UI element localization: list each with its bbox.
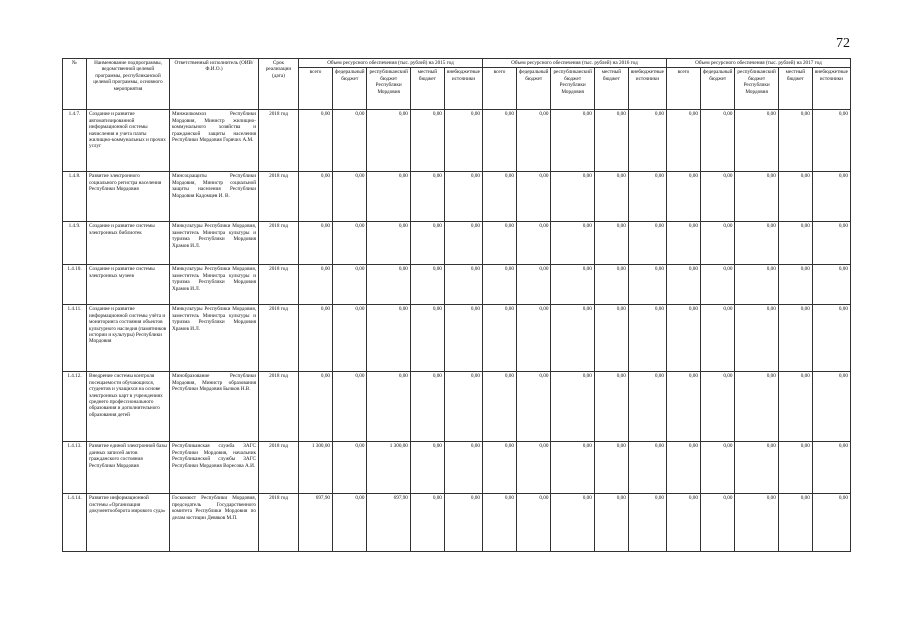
header-no: № (63, 59, 87, 110)
amount-cell: 0,00 (735, 494, 778, 552)
row-number: 1.4.14. (63, 494, 87, 552)
activity-name: Развитие информационной системы «Организация документооборота мирового суда» (87, 494, 170, 552)
implementation-term: 2018 год (259, 222, 299, 265)
implementation-term: 2018 год (259, 305, 299, 372)
amount-cell: 0,00 (551, 442, 594, 494)
amount-cell: 0,00 (551, 110, 594, 172)
header-2016: Объем ресурсного обеспечения (тыс. рублей) на 2016 год (482, 59, 666, 68)
amount-cell: 0,00 (666, 110, 700, 172)
amount-cell: 0,00 (735, 442, 778, 494)
amount-cell: 0,00 (628, 305, 666, 372)
header-2017: Объем ресурсного обеспечения (тыс. рублей) на 2017 год (666, 59, 850, 68)
implementation-term: 2018 год (259, 494, 299, 552)
amount-cell: 0,00 (482, 305, 516, 372)
amount-cell: 0,00 (333, 494, 367, 552)
amount-cell: 0,00 (367, 305, 410, 372)
amount-cell: 0,00 (778, 305, 812, 372)
amount-cell: 0,00 (299, 305, 333, 372)
amount-cell: 0,00 (516, 442, 550, 494)
amount-cell: 0,00 (812, 372, 850, 442)
table-row (63, 265, 851, 305)
amount-cell: 0,00 (516, 222, 550, 265)
amount-cell: 0,00 (778, 172, 812, 222)
amount-cell: 0,00 (444, 494, 482, 552)
amount-cell: 0,00 (516, 494, 550, 552)
amount-cell: 0,00 (444, 265, 482, 305)
amount-cell: 0,00 (594, 305, 628, 372)
activity-name: Развитие единой электронной базы данных записей актов гражданского состояния Республики Мордовия (87, 442, 170, 494)
sub-total: всего (299, 68, 333, 110)
table-row (63, 372, 851, 442)
amount-cell: 0,00 (333, 222, 367, 265)
responsible-executor: Минкультуры Республики Мордовия, заместитель Министра культуры и туризма Республики Мордовия Храмов И.Л. (170, 305, 259, 372)
amount-cell: 0,00 (812, 110, 850, 172)
amount-cell: 0,00 (482, 172, 516, 222)
amount-cell: 0,00 (735, 110, 778, 172)
implementation-term: 2018 год (259, 265, 299, 305)
amount-cell: 0,00 (700, 222, 734, 265)
amount-cell: 0,00 (812, 222, 850, 265)
table-row (63, 442, 851, 494)
amount-cell: 0,00 (551, 372, 594, 442)
row-number: 1.4.12. (63, 372, 87, 442)
amount-cell: 0,00 (551, 494, 594, 552)
activity-name: Внедрение системы контроля посещаемости обучающихся, студентов и учащихся на основе электронных карт в учреждениях среднего профессионального образования и дополнительного образования детей (87, 372, 170, 442)
sub-federal: федеральный бюджет (516, 68, 550, 110)
responsible-executor: Минжилкомхоз Республики Мордовия, Министр жилищно-коммунального хозяйства и гражданской защиты населения Республики Мордовия Горячих А.М. (170, 110, 259, 172)
amount-cell: 0,00 (735, 172, 778, 222)
amount-cell: 0,00 (628, 494, 666, 552)
amount-cell: 0,00 (482, 494, 516, 552)
amount-cell: 0,00 (551, 305, 594, 372)
amount-cell: 0,00 (444, 172, 482, 222)
row-number: 1.4.13. (63, 442, 87, 494)
amount-cell: 0,00 (666, 265, 700, 305)
amount-cell: 1 300,00 (367, 442, 410, 494)
amount-cell: 0,00 (812, 442, 850, 494)
amount-cell: 0,00 (299, 110, 333, 172)
responsible-executor: Минсоцзащиты Республики Мордовия, Министр социальной защиты населения Республики Мордовия Кадомцев И. В. (170, 172, 259, 222)
amount-cell: 0,00 (333, 372, 367, 442)
amount-cell: 0,00 (410, 110, 444, 172)
header-term: Срок реализации (дата) (259, 59, 299, 110)
implementation-term: 2018 год (259, 110, 299, 172)
amount-cell: 0,00 (700, 372, 734, 442)
row-number: 1.4.10. (63, 265, 87, 305)
amount-cell: 0,00 (551, 222, 594, 265)
amount-cell: 0,00 (628, 442, 666, 494)
amount-cell: 0,00 (551, 172, 594, 222)
table-row (63, 494, 851, 552)
amount-cell: 0,00 (666, 222, 700, 265)
amount-cell: 0,00 (367, 172, 410, 222)
activity-name: Создание и развитие системы электронных музеев (87, 265, 170, 305)
sub-republic: республиканский бюджет Республики Мордовия (735, 68, 778, 110)
amount-cell: 0,00 (410, 442, 444, 494)
amount-cell: 0,00 (778, 265, 812, 305)
header-2015: Объем ресурсного обеспечения (тыс. рублей) на 2015 год (299, 59, 483, 68)
amount-cell: 0,00 (594, 442, 628, 494)
activity-name: Развитие электронного социального регистра населения Республики Мордовия (87, 172, 170, 222)
amount-cell: 0,00 (812, 305, 850, 372)
amount-cell: 0,00 (367, 265, 410, 305)
amount-cell: 0,00 (594, 265, 628, 305)
responsible-executor: Минкультуры Республики Мордовия, заместитель Министра культуры и туризма Республики Мордовия Храмов И.Л. (170, 222, 259, 265)
amount-cell: 0,00 (666, 442, 700, 494)
amount-cell: 0,00 (666, 372, 700, 442)
responsible-executor: Минкультуры Республики Мордовия, заместитель Министра культуры и туризма Республики Мордовия Храмов И.Л. (170, 265, 259, 305)
table-row (63, 222, 851, 265)
amount-cell: 0,00 (333, 305, 367, 372)
sub-total: всего (482, 68, 516, 110)
amount-cell: 0,00 (444, 110, 482, 172)
amount-cell: 0,00 (299, 372, 333, 442)
amount-cell: 0,00 (410, 172, 444, 222)
amount-cell: 0,00 (778, 494, 812, 552)
amount-cell: 0,00 (700, 305, 734, 372)
amount-cell: 0,00 (482, 265, 516, 305)
row-number: 1.4.8. (63, 172, 87, 222)
amount-cell: 0,00 (700, 110, 734, 172)
amount-cell: 0,00 (516, 110, 550, 172)
amount-cell: 0,00 (778, 110, 812, 172)
sub-federal: федеральный бюджет (700, 68, 734, 110)
sub-offbudget: внебюджетные источники (628, 68, 666, 110)
amount-cell: 0,00 (628, 110, 666, 172)
amount-cell: 0,00 (628, 222, 666, 265)
amount-cell: 0,00 (666, 305, 700, 372)
sub-offbudget: внебюджетные источники (812, 68, 850, 110)
amount-cell: 0,00 (299, 222, 333, 265)
amount-cell: 0,00 (628, 372, 666, 442)
row-number: 1.4.11. (63, 305, 87, 372)
amount-cell: 0,00 (444, 442, 482, 494)
sub-total: всего (666, 68, 700, 110)
responsible-executor: Минобразование Республики Мордовия, Министр образования Республики Мордовия Бычков Н.В. (170, 372, 259, 442)
table-row (63, 305, 851, 372)
amount-cell: 0,00 (410, 265, 444, 305)
amount-cell: 0,00 (700, 265, 734, 305)
amount-cell: 0,00 (628, 265, 666, 305)
sub-republic: республиканский бюджет Республики Мордовия (367, 68, 410, 110)
activity-name: Создание и развитие автоматизированной информационной системы начисления и учета платы жилищно-коммунальных и прочих услуг (87, 110, 170, 172)
implementation-term: 2018 год (259, 372, 299, 442)
amount-cell: 0,00 (410, 372, 444, 442)
amount-cell: 0,00 (778, 222, 812, 265)
amount-cell: 0,00 (735, 222, 778, 265)
amount-cell: 0,00 (594, 172, 628, 222)
amount-cell: 0,00 (367, 110, 410, 172)
amount-cell: 0,00 (367, 222, 410, 265)
amount-cell: 0,00 (812, 494, 850, 552)
amount-cell: 0,00 (700, 442, 734, 494)
amount-cell: 0,00 (628, 172, 666, 222)
row-number: 1.4.9. (63, 222, 87, 265)
amount-cell: 0,00 (516, 172, 550, 222)
amount-cell: 0,00 (666, 172, 700, 222)
header-responsible: Ответственный исполнитель (ОИВ/Ф.И.О.) (170, 59, 259, 110)
implementation-term: 2018 год (259, 172, 299, 222)
amount-cell: 0,00 (516, 372, 550, 442)
responsible-executor: Госкомюст Республики Мордовия, председатель Государственного комитета Республики Мордовия по делам юстиции Девяков М.П. (170, 494, 259, 552)
amount-cell: 0,00 (735, 265, 778, 305)
amount-cell: 0,00 (551, 265, 594, 305)
amount-cell: 0,00 (333, 442, 367, 494)
amount-cell: 0,00 (367, 372, 410, 442)
table-row (63, 110, 851, 172)
activity-name: Создание и развитие системы электронных библиотек (87, 222, 170, 265)
amount-cell: 0,00 (444, 372, 482, 442)
amount-cell: 0,00 (778, 372, 812, 442)
amount-cell: 0,00 (299, 172, 333, 222)
row-number: 1.4.7. (63, 110, 87, 172)
sub-local: местный бюджет (410, 68, 444, 110)
amount-cell: 0,00 (812, 172, 850, 222)
amount-cell: 0,00 (700, 172, 734, 222)
amount-cell: 0,00 (778, 442, 812, 494)
sub-republic: республиканский бюджет Республики Мордовия (551, 68, 594, 110)
amount-cell: 0,00 (482, 110, 516, 172)
header-name: Наименование подпрограммы, ведомственной целевой программы, республиканской целевой программы, основного мероприятия (87, 59, 170, 110)
sub-local: местный бюджет (778, 68, 812, 110)
resource-table (62, 58, 851, 552)
amount-cell: 697,90 (299, 494, 333, 552)
amount-cell: 0,00 (482, 442, 516, 494)
amount-cell: 0,00 (410, 305, 444, 372)
sub-offbudget: внебюджетные источники (444, 68, 482, 110)
activity-name: Создание и развитие информационной системы учёта и мониторинга состояния объектов культурного наследия (памятников истории и культуры) Республики Мордовия (87, 305, 170, 372)
amount-cell: 1 300,00 (299, 442, 333, 494)
amount-cell: 0,00 (333, 265, 367, 305)
responsible-executor: Республиканская служба ЗАГС Республики Мордовия, начальник Республиканской службы ЗАГС Республики Мордовия Воресова А.И. (170, 442, 259, 494)
amount-cell: 0,00 (594, 372, 628, 442)
amount-cell: 0,00 (299, 265, 333, 305)
amount-cell: 0,00 (516, 265, 550, 305)
amount-cell: 0,00 (594, 494, 628, 552)
implementation-term: 2018 год (259, 442, 299, 494)
amount-cell: 0,00 (516, 305, 550, 372)
amount-cell: 0,00 (700, 494, 734, 552)
amount-cell: 0,00 (482, 372, 516, 442)
amount-cell: 0,00 (444, 222, 482, 265)
amount-cell: 0,00 (812, 265, 850, 305)
amount-cell: 0,00 (666, 494, 700, 552)
page-number: 72 (836, 36, 850, 51)
sub-local: местный бюджет (594, 68, 628, 110)
amount-cell: 0,00 (482, 222, 516, 265)
amount-cell: 697,90 (367, 494, 410, 552)
sub-federal: федеральный бюджет (333, 68, 367, 110)
amount-cell: 0,00 (333, 172, 367, 222)
amount-cell: 0,00 (594, 110, 628, 172)
amount-cell: 0,00 (735, 305, 778, 372)
amount-cell: 0,00 (444, 305, 482, 372)
amount-cell: 0,00 (594, 222, 628, 265)
amount-cell: 0,00 (410, 494, 444, 552)
amount-cell: 0,00 (735, 372, 778, 442)
amount-cell: 0,00 (333, 110, 367, 172)
table-row (63, 172, 851, 222)
amount-cell: 0,00 (410, 222, 444, 265)
